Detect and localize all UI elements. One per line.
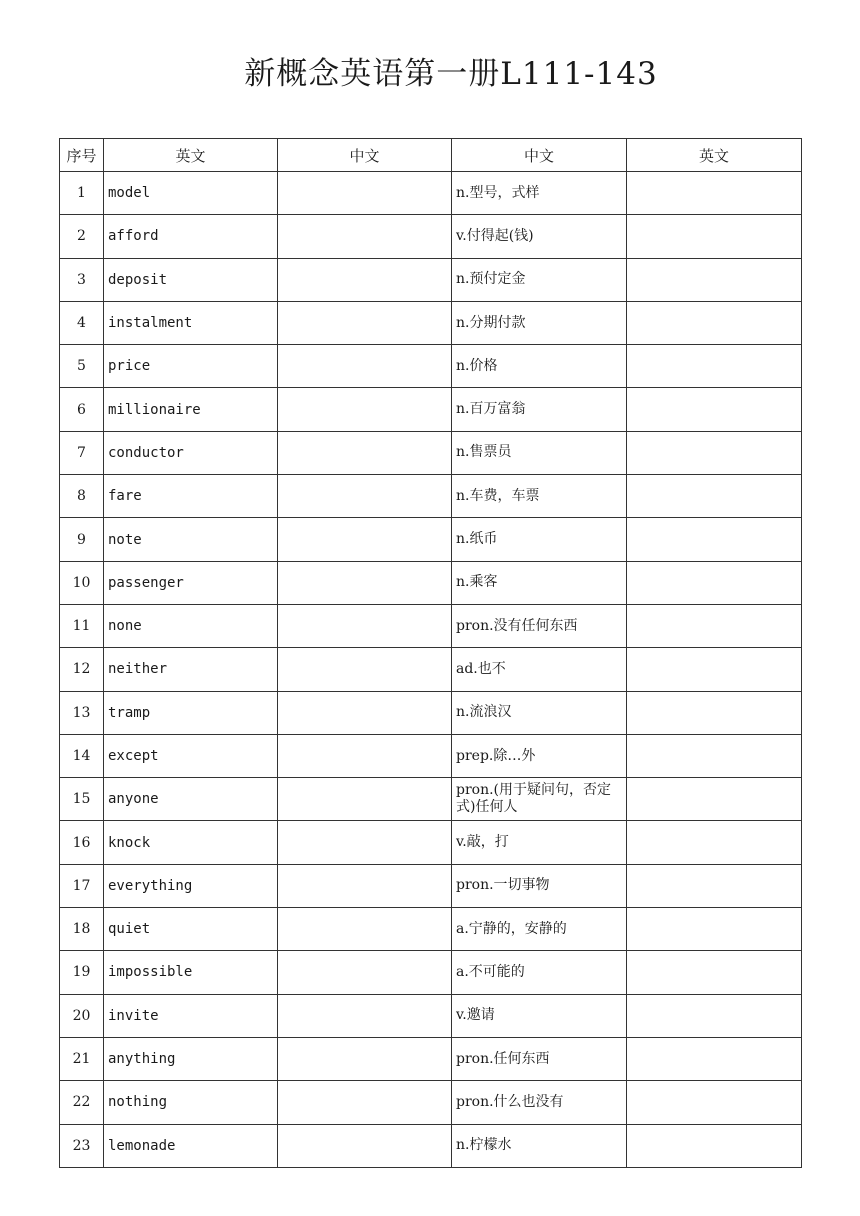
- chinese-meaning: ad.也不: [452, 648, 627, 691]
- chinese-meaning: prep.除…外: [452, 734, 627, 777]
- table-row: [60, 431, 802, 474]
- chinese-meaning: n.纸币: [452, 518, 627, 561]
- english-word: impossible: [104, 951, 278, 994]
- english-word: anything: [104, 1037, 278, 1080]
- chinese-answer-blank: [278, 388, 452, 431]
- row-number: 8: [60, 475, 104, 518]
- chinese-meaning: n.分期付款: [452, 301, 627, 344]
- english-answer-blank: [627, 908, 802, 951]
- table-row: [60, 1124, 802, 1167]
- english-word: instalment: [104, 301, 278, 344]
- row-number: 9: [60, 518, 104, 561]
- chinese-answer-blank: [278, 561, 452, 604]
- chinese-answer-blank: [278, 258, 452, 301]
- table-row: [60, 864, 802, 907]
- row-number: 11: [60, 604, 104, 647]
- chinese-meaning: n.车费，车票: [452, 475, 627, 518]
- english-word: afford: [104, 215, 278, 258]
- english-word: except: [104, 734, 278, 777]
- english-answer-blank: [627, 778, 802, 821]
- row-number: 15: [60, 778, 104, 821]
- chinese-meaning: pron.任何东西: [452, 1037, 627, 1080]
- english-word: knock: [104, 821, 278, 864]
- chinese-answer-blank: [278, 431, 452, 474]
- chinese-answer-blank: [278, 345, 452, 388]
- table-row: [60, 908, 802, 951]
- english-answer-blank: [627, 258, 802, 301]
- header-english-blank: 英文: [627, 139, 802, 172]
- english-answer-blank: [627, 561, 802, 604]
- english-word: quiet: [104, 908, 278, 951]
- table-row: [60, 778, 802, 821]
- chinese-answer-blank: [278, 1124, 452, 1167]
- chinese-meaning: n.预付定金: [452, 258, 627, 301]
- english-answer-blank: [627, 172, 802, 215]
- table-row: [60, 518, 802, 561]
- english-answer-blank: [627, 648, 802, 691]
- english-answer-blank: [627, 518, 802, 561]
- row-number: 14: [60, 734, 104, 777]
- row-number: 4: [60, 301, 104, 344]
- row-number: 6: [60, 388, 104, 431]
- chinese-meaning: pron.什么也没有: [452, 1081, 627, 1124]
- row-number: 10: [60, 561, 104, 604]
- chinese-answer-blank: [278, 778, 452, 821]
- header-english: 英文: [104, 139, 278, 172]
- english-answer-blank: [627, 1037, 802, 1080]
- chinese-answer-blank: [278, 604, 452, 647]
- chinese-answer-blank: [278, 475, 452, 518]
- chinese-meaning: v.邀请: [452, 994, 627, 1037]
- chinese-meaning: v.敲，打: [452, 821, 627, 864]
- chinese-meaning: n.流浪汉: [452, 691, 627, 734]
- chinese-meaning: n.售票员: [452, 431, 627, 474]
- table-row: [60, 215, 802, 258]
- page-title: 新概念英语第一册L111-143: [244, 56, 658, 92]
- chinese-meaning: n.型号，式样: [452, 172, 627, 215]
- table-row: [60, 388, 802, 431]
- table-row: [60, 604, 802, 647]
- english-answer-blank: [627, 604, 802, 647]
- chinese-meaning: pron.一切事物: [452, 864, 627, 907]
- row-number: 17: [60, 864, 104, 907]
- row-number: 23: [60, 1124, 104, 1167]
- english-word: millionaire: [104, 388, 278, 431]
- english-answer-blank: [627, 475, 802, 518]
- chinese-answer-blank: [278, 994, 452, 1037]
- table-row: [60, 561, 802, 604]
- table-row: [60, 345, 802, 388]
- chinese-answer-blank: [278, 951, 452, 994]
- english-word: neither: [104, 648, 278, 691]
- row-number: 5: [60, 345, 104, 388]
- english-word: passenger: [104, 561, 278, 604]
- row-number: 22: [60, 1081, 104, 1124]
- table-row: [60, 691, 802, 734]
- english-answer-blank: [627, 691, 802, 734]
- english-answer-blank: [627, 994, 802, 1037]
- row-number: 13: [60, 691, 104, 734]
- chinese-answer-blank: [278, 864, 452, 907]
- english-word: model: [104, 172, 278, 215]
- english-answer-blank: [627, 734, 802, 777]
- vocabulary-table: [59, 138, 802, 1168]
- english-answer-blank: [627, 1081, 802, 1124]
- english-word: tramp: [104, 691, 278, 734]
- row-number: 19: [60, 951, 104, 994]
- english-word: fare: [104, 475, 278, 518]
- english-answer-blank: [627, 821, 802, 864]
- english-word: anyone: [104, 778, 278, 821]
- english-word: invite: [104, 994, 278, 1037]
- english-answer-blank: [627, 215, 802, 258]
- table-row: [60, 172, 802, 215]
- english-answer-blank: [627, 388, 802, 431]
- chinese-answer-blank: [278, 908, 452, 951]
- table-row: [60, 1037, 802, 1080]
- english-answer-blank: [627, 301, 802, 344]
- row-number: 1: [60, 172, 104, 215]
- table-row: [60, 258, 802, 301]
- english-word: deposit: [104, 258, 278, 301]
- chinese-answer-blank: [278, 648, 452, 691]
- header-chinese: 中文: [452, 139, 627, 172]
- chinese-answer-blank: [278, 1037, 452, 1080]
- table-row: [60, 301, 802, 344]
- chinese-meaning: n.百万富翁: [452, 388, 627, 431]
- chinese-meaning: a.不可能的: [452, 951, 627, 994]
- english-answer-blank: [627, 1124, 802, 1167]
- english-word: note: [104, 518, 278, 561]
- chinese-answer-blank: [278, 518, 452, 561]
- english-answer-blank: [627, 864, 802, 907]
- row-number: 18: [60, 908, 104, 951]
- row-number: 12: [60, 648, 104, 691]
- chinese-answer-blank: [278, 301, 452, 344]
- english-answer-blank: [627, 345, 802, 388]
- header-number: 序号: [60, 139, 104, 172]
- table-body: [60, 172, 802, 1168]
- chinese-answer-blank: [278, 821, 452, 864]
- chinese-meaning: v.付得起(钱): [452, 215, 627, 258]
- chinese-answer-blank: [278, 1081, 452, 1124]
- table-row: [60, 734, 802, 777]
- header-chinese-blank: 中文: [278, 139, 452, 172]
- chinese-meaning: n.价格: [452, 345, 627, 388]
- table-header-row: [60, 139, 802, 172]
- english-word: everything: [104, 864, 278, 907]
- table-row: [60, 821, 802, 864]
- row-number: 7: [60, 431, 104, 474]
- chinese-meaning: pron.没有任何东西: [452, 604, 627, 647]
- chinese-answer-blank: [278, 172, 452, 215]
- english-answer-blank: [627, 431, 802, 474]
- chinese-meaning: n.乘客: [452, 561, 627, 604]
- row-number: 3: [60, 258, 104, 301]
- english-word: price: [104, 345, 278, 388]
- english-answer-blank: [627, 951, 802, 994]
- row-number: 20: [60, 994, 104, 1037]
- chinese-answer-blank: [278, 734, 452, 777]
- row-number: 2: [60, 215, 104, 258]
- table-row: [60, 648, 802, 691]
- english-word: conductor: [104, 431, 278, 474]
- chinese-answer-blank: [278, 691, 452, 734]
- english-word: nothing: [104, 1081, 278, 1124]
- row-number: 16: [60, 821, 104, 864]
- chinese-answer-blank: [278, 215, 452, 258]
- chinese-meaning: n.柠檬水: [452, 1124, 627, 1167]
- table-row: [60, 1081, 802, 1124]
- chinese-meaning: pron.(用于疑问句，否定式)任何人: [452, 778, 627, 821]
- table-row: [60, 475, 802, 518]
- table-row: [60, 951, 802, 994]
- english-word: lemonade: [104, 1124, 278, 1167]
- chinese-meaning: a.宁静的，安静的: [452, 908, 627, 951]
- row-number: 21: [60, 1037, 104, 1080]
- english-word: none: [104, 604, 278, 647]
- table-row: [60, 994, 802, 1037]
